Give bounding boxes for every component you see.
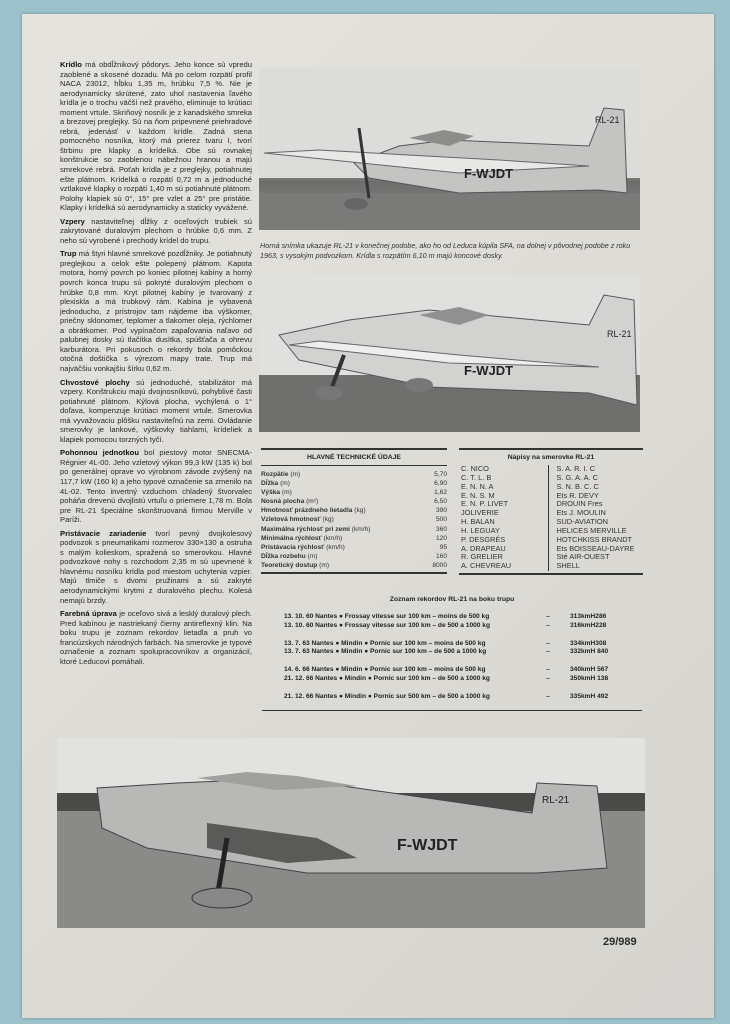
tech-row: Rozpätie (m) 5,70 (261, 471, 447, 478)
inscription-item: H. BALAN (461, 517, 495, 527)
tech-row: Dĺžka (m) 6,90 (261, 480, 447, 488)
inscription-item: Ets J. MOULIN (556, 508, 606, 518)
tech-row: Teoretický dostup (m) 8000 (261, 561, 447, 569)
tech-row: Minimálna rýchlosť (km/h) 120 (261, 534, 447, 542)
inscription-item: E. N. S. M (461, 490, 495, 500)
paragraph-fuselage: Trup má štyri hlavné smrekové pozdĺžniky. Je potiahnutý preglejkou a celok ešte polepený plátnom. Kapota motora, horný povrch po koniec pilotnej kabíny a horný povrch konca trupu sú pokryté duralovým plechom o hrúbke 0,8 mm. Kryt pilotnej kabíny je tvarovaný z plexiskla a má trubkový rám. Kabína je vybavená jednoducho, z prístrojov tam nájdeme iba výškomer, priečny sklonomer, teplomer a tlakomer oleja, rýchlomer a obrátkomer. Pod vypínačom zapaľovania naľavo od palubnej dosky sú tlačítka dusítka, spúšťača a ohrevu karburátora. Pri pokusoch o rekordy bola pomôckou otočná doštička s výrezom mapy trate. Trup má najväčšiu vonkajšiu šírku 0,62 m. (60, 249, 252, 373)
inscription-item: S. G. A. A. C (556, 472, 598, 482)
inscription-item: JOLIVERIE (461, 508, 499, 518)
inscription-item: A. DRAPEAU (461, 543, 506, 553)
paragraph-struts: Vzpery nastaviteľnej dĺžky z oceľových trubiek sú zakrytované duralovým plechom o hrúbke 0,6 mm. Z neho sú vyrobené i prechody krídel do trupu. (60, 216, 252, 245)
rudder-inscriptions-table: Nápisy na smerovke RL-21 C. NICO C. T. L. B E. N. N. A E. N. S. M E. N. P. LIVET JOLIVERIE H. BALAN H. LEGUAY P. DESGRÉS A. DRAPEAU R. GRELIER A. CHEVREAU S. A. R. I. C S. G. A. A. C S. N. B. C. C Ets R. DEVY DROUIN Fres Ets J. MOULIN SUD-AVIATION HELICES MERVILLE HOTCHKISS BRANDT Ets BOISSEAU-DAYRE Sté AIR-OUEST SHELL (459, 448, 643, 575)
inscription-item: SUD-AVIATION (556, 517, 608, 527)
photo-top (259, 68, 640, 230)
paragraph-color: Farebná úprava je oceľovo sivá a lesklý duralový plech. Pred kabínou je nastriekaný čierny antireflexný klin. Na boku trupu je zoznam rekordov lietadla a pruh vo francúzskych národných farbách. Na smerovke je typové označenie a zoznam spolupracovníkov a organizácií, ktoré Leducovi pomáhali. (60, 609, 252, 666)
inscription-item: S. N. B. C. C (556, 481, 599, 491)
svg-text:F-WJDT: F-WJDT (397, 837, 458, 854)
record-row: 14. 6. 66 Nantes ● Mindin ● Pornic sur 100 km – moins de 500 kg – 340kmH 567 (284, 666, 609, 674)
inscription-item: E. N. P. LIVET (461, 499, 509, 509)
record-row: 21. 12. 66 Nantes ● Mindin ● Pornic sur 100 km – de 500 a 1000 kg – 350kmH 138 (284, 674, 609, 682)
inscription-item: S. A. R. I. C (556, 464, 596, 473)
article-text (60, 60, 252, 670)
records-list: Zoznam rekordov RL-21 na boku trupu 13. 10. 60 Nantes ● Frossay vitesse sur 100 km – moins de 500 kg – 313kmH286 13. 10. 60 Nantes ● Frossay vitesse sur 100 km – de 500 a 1000 kg – 316kmH228 13. 7. 63 Nantes ● Mindin ● Pornic sur 100 km – moins de 500 kg – 334kmH308 13. 7. 63 Nantes ● Mindin ● Pornic sur 100 km – de 500 a 1000 kg – 332kmH 840 14. 6. 66 Nantes ● Mindin ● Pornic sur 100 km – moins de 500 kg – 340kmH 567 21. 12. 66 Nantes ● Mindin ● Pornic sur 100 km – de 500 a 1000 kg – 350kmH 138 21. 12. 66 Nantes ● Mindin ● Pornic sur 500 km – de 500 a 1000 kg – 335kmH 492 (262, 592, 642, 711)
tech-row: Hmotnosť prázdneho lietadla (kg) 390 (261, 507, 447, 515)
photo-bottom (57, 738, 645, 928)
inscription-item: Ets BOISSEAU-DAYRE (556, 543, 635, 553)
inscription-item: R. GRELIER (461, 552, 503, 562)
tech-row: Dĺžka rozbehu (m) 160 (261, 552, 447, 560)
record-row: 13. 7. 63 Nantes ● Mindin ● Pornic sur 100 km – de 500 a 1000 kg – 332kmH 840 (284, 648, 609, 656)
tech-row: Vzletová hmotnosť (kg) 500 (261, 516, 447, 524)
paragraph-landing-gear: Pristávacie zariadenie tvorí pevný dvojkolesový podvozok s pneumatikami rozmerov 330×130 a ostruha s malým kolieskom, spražená so smerovkou. Hlavné podvozkové nohy s rozchodom 2,35 m sú upevnené k hlavnému nosníku krídla pod miestom uchytenia vzpier. Majú tlmiče s dvomi pružinami a sú zakryté aerodynamickými krytmi z duralového plechu. Kolesá nemajú brzdy. (60, 528, 252, 605)
paragraph-wing: Krídlo má obdĺžnikový pôdorys. Jeho konce sú vpredu zaoblené a skosené dozadu. Má po celom rozpätí profil NACA 23012, hĺbku 1,35 m, hrúbku 7,5 %. Nie je aerodynamicky skrútené, zato uhol nastavenia ľavého krídla je o trochu väčší než pravého, eliminuje to krútiaci moment vrtule. Skriňový nosník je z kanadského smreka a brezovej preglejky. Sú na ňom pripevnené priehradové rebrá, jedenásť v každom krídle. Zadná stena pomocného nosníka, ktorý má prierez tvaru I, tvorí štrbinu pre klapky a krídelká. Obe sú rovnakej konštrukcie so zaoblenou nábežnou hranou a majú smrekové rebrá. Poťah krídla je z preglejky, potiahnutej ešte plátnom. Krídelká o rozpätí 0,72 m a jednoduché vztlakové klapky o rozpätí 1,40 m sú potiahnuté plátnom. Polohy klapiek sú 0°, 15° pre vzlet a 25° pre pristátie. Klapky i krídelká sú aerodynamicky a staticky vyvážené. (60, 60, 252, 213)
inscription-item: A. CHEVREAU (461, 561, 512, 571)
inscription-item: C. T. L. B (461, 472, 492, 482)
paragraph-tail: Chvostové plochy sú jednoduché, stabilizátor má vzpery. Konštrukciu majú dvojnosníkovú, pohyblivé časti potiahnuté plátnom. Kýlová plocha, vychýlená o 1° doľava, kompenzuje krútiaci moment vrtule. Smerovka má vyvažovaciu plôšku nastaviteľnú na zemi. Ovládanie smerovky je lankové, výškovky tiahlami, krídeliek a klapiek pomocou torzných tyčí. (60, 377, 253, 444)
inscription-item: E. N. N. A (461, 481, 494, 491)
inscription-item: H. LEGUAY (461, 525, 500, 535)
tech-row: Výška (m) 1,62 (261, 489, 447, 497)
inscription-item: C. NICO (461, 464, 489, 473)
inscription-item: Ets R. DEVY (556, 490, 599, 500)
svg-text:F-WJDT: F-WJDT (464, 166, 514, 181)
inscription-item: P. DESGRÉS (461, 534, 506, 544)
airplane-image (259, 68, 640, 230)
photo-middle (259, 275, 640, 432)
svg-text:F-WJDT: F-WJDT (464, 363, 514, 378)
inscription-item: HELICES MERVILLE (556, 525, 627, 535)
record-row: 13. 10. 60 Nantes ● Frossay vitesse sur 100 km – moins de 500 kg – 313kmH286 (284, 613, 607, 620)
technical-data-table: HLAVNÉ TECHNICKÉ ÚDAJE Rozpätie (m) 5,70 Dĺžka (m) 6,90 Výška (m) 1,62 Nosná plocha (m²) 6,50 Hmotnosť prázdneho lietadla (kg) 390 Vzletová hmotnosť (kg) 500 Maximálna rýchlosť pri zemi (km/h) 360 Minimálna rýchlosť (km/h) 120 Pristávacia rýchlosť (km/h) 95 Dĺžka rozbehu (m) 160 Teoretický dostup (m) 8000 (261, 448, 447, 574)
tech-row: Nosná plocha (m²) 6,50 (261, 498, 447, 506)
paragraph-engine: Pohonnou jednotkou bol piestový motor SNECMA-Régnier 4L-00. Jeho vzletový výkon 99,3 kW (135 k) bol po generálnej oprave vo výrobnom závode zvýšený na 117,7 kW (160 k) a jeho typové označenie sa zmenilo na 4L-02. Tento invertný vzduchom chladený štvorvalec poháňa drevenú dvojlistú vrtuľu o priemere 1,78 m. Bola pre RL-21 špeciálne skonštruovaná firmou Merville v Paríži. (60, 448, 252, 525)
record-row: 13. 10. 60 Nantes ● Frossay vitesse sur 100 km – de 500 a 1000 kg – 316kmH228 (284, 621, 607, 629)
inscription-item: SHELL (556, 561, 580, 571)
page-number: 29/989 (603, 936, 637, 948)
record-row: 13. 7. 63 Nantes ● Mindin ● Pornic sur 100 km – moins de 500 kg – 334kmH308 (284, 639, 607, 647)
svg-text:RL-21: RL-21 (595, 115, 620, 125)
inscription-item: HOTCHKISS BRANDT (556, 534, 633, 544)
inscription-item: Sté AIR-OUEST (556, 552, 610, 562)
airplane-image (57, 738, 645, 928)
svg-text:RL-21: RL-21 (607, 329, 632, 339)
photo-caption: Horná snímka ukazuje RL-21 v konečnej podobe, ako ho od Leduca kúpila SFA, na dolnej v pôvodnej podobe z roku 1963, s vysokým podvozkom. Krídla s rozpätím 6,10 m majú koncové dosky. (260, 241, 631, 260)
tech-row: Pristávacia rýchlosť (km/h) 95 (261, 543, 447, 551)
tech-row: Maximálna rýchlosť pri zemi (km/h) 360 (261, 525, 447, 533)
svg-text:RL-21: RL-21 (542, 795, 570, 806)
inscription-item: DROUIN Fres (556, 499, 603, 509)
airplane-image (259, 275, 640, 432)
record-row: 21. 12. 66 Nantes ● Mindin ● Pornic sur 500 km – de 500 a 1000 kg – 335kmH 492 (284, 692, 609, 700)
